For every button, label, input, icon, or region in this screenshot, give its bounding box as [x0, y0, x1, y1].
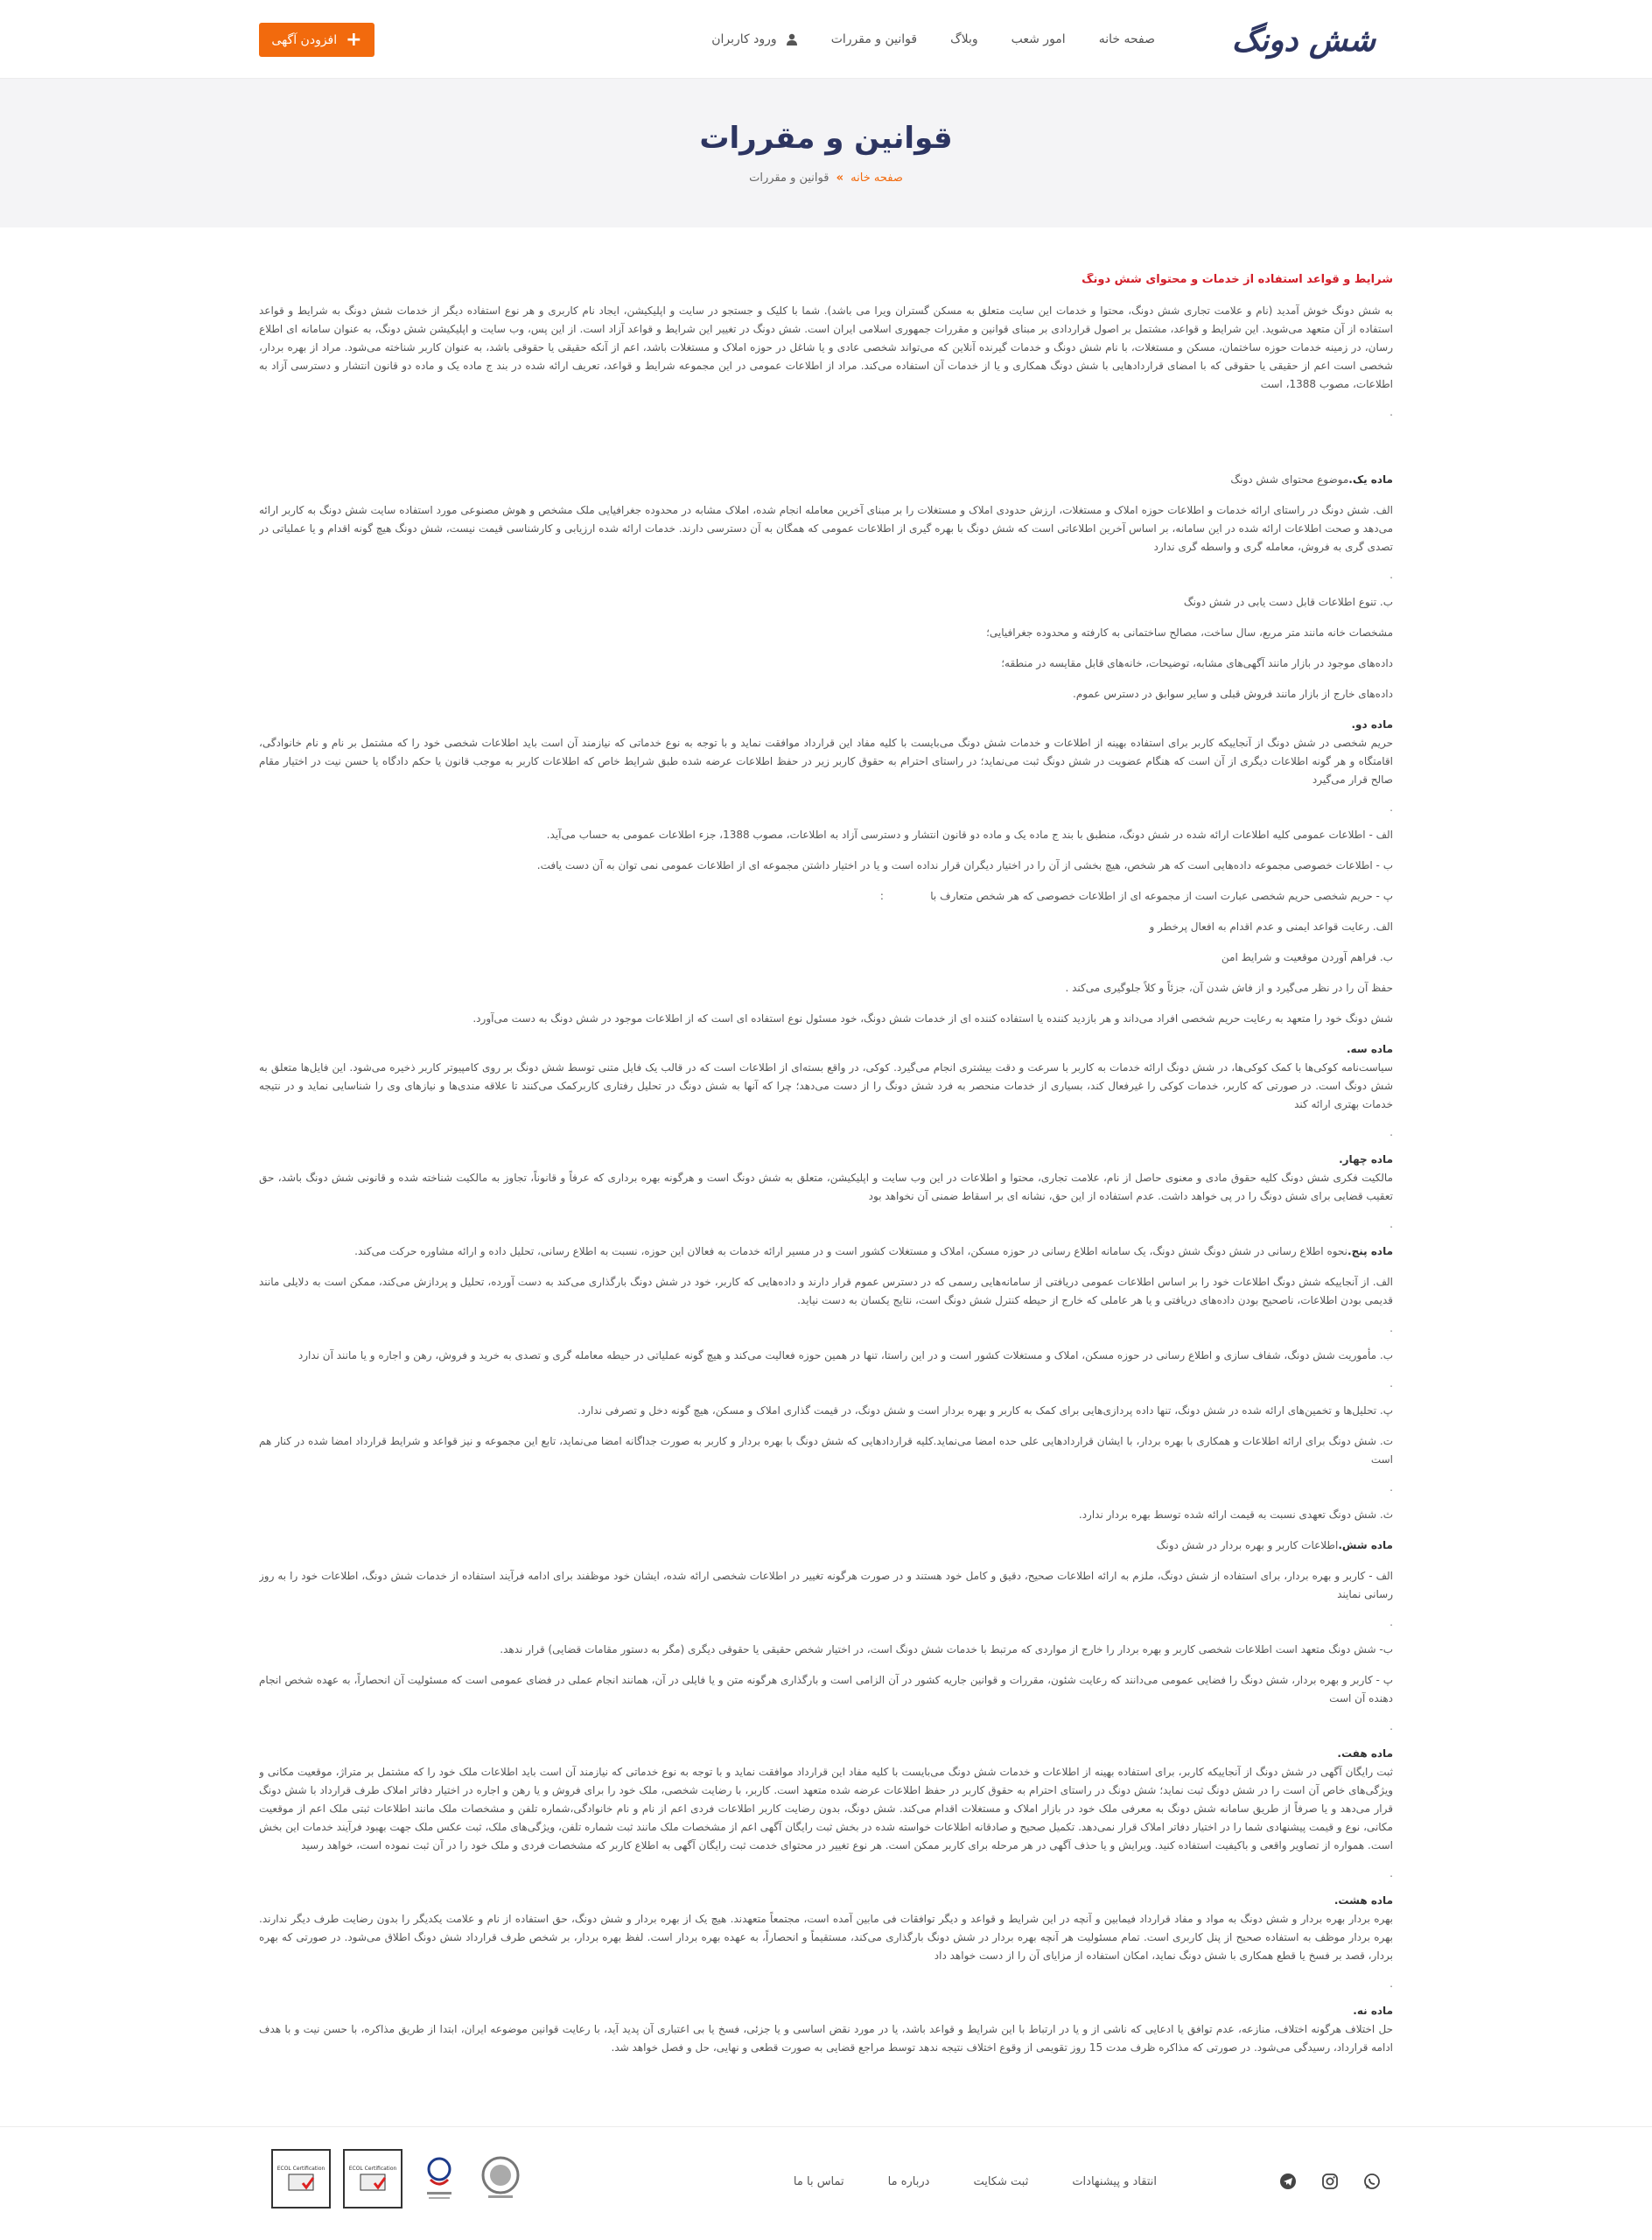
breadcrumb-current: قوانین و مقررات — [749, 172, 830, 185]
separator-dot: . — [1390, 1867, 1393, 1880]
add-ad-label: افزودن آگهی — [271, 32, 338, 47]
article-4 — [259, 1151, 1393, 1206]
separator-dot: . — [1390, 1126, 1393, 1138]
whatsapp-icon[interactable] — [1363, 2173, 1381, 2190]
nav-item-login[interactable] — [711, 32, 797, 46]
article-3 — [259, 1040, 1393, 1114]
plus-icon: + — [346, 28, 362, 51]
footer-link-complaint[interactable]: ثبت شکایت — [973, 2175, 1029, 2188]
footer-link-feedback[interactable]: انتقاد و پیشنهادات — [1072, 2175, 1157, 2188]
check-mark-icon — [287, 2173, 315, 2192]
article-subtitle: اطلاعات کاربر و بهره بردار در شش دونگ — [1156, 1539, 1339, 1551]
samandehi-badge[interactable] — [476, 2151, 525, 2207]
article-9 — [259, 2002, 1393, 2057]
footer-link-about[interactable]: درباره ما — [887, 2175, 930, 2188]
separator-dot: . — [1390, 802, 1393, 814]
article-5-b: ب. مأموریت شش دونگ، شفاف سازی و اطلاع رسانی در حوزه مسکن، املاک و مستغلات کشور است و در این راستا، تنها در همین حوزه فعالیت می‌کند و هیچ گونه عملیاتی در حیطه معامله گری و تصدی به خرید و فروش، رهن و اجاره و یا مانند آن ندارد — [298, 1349, 1393, 1362]
article-title: ماده هشت. — [1334, 1894, 1393, 1907]
article-body: مالکیت فکری شش دونگ کلیه حقوق مادی و معنوی حاصل از نام، علامت تجاری، محتوا و اطلاعات در این وب سایت و اپلیکیشن، متعلق به شش دونگ است و هرگونه بهره برداری که عرفاً و قانوناً، تجاوز به مالکیت شناخته شده و قانونی شش دونگ باشد، حق تعقیب قضایی برای شش دونگ را در پی خواهد داشت. عدم استفاده از این حق، نشانه ای بر اسقاط ضمنی آن نخواهد بود — [259, 1172, 1393, 1202]
article-title: ماده شش. — [1338, 1539, 1393, 1551]
telegram-icon[interactable] — [1279, 2173, 1297, 2190]
article-body: حریم شخصی در شش دونگ از آنجاییکه کاربر برای استفاده بهینه از اطلاعات و خدمات شش دونگ می‌بایست با کلیه مفاد این قرارداد موافقت نماید و با توجه به نوع خدماتی که نیازمند آن است باید اطلاعات شخصی خود را که مشتمل بر نام و نام خانوادگی، اقامتگاه و هر گونه اطلاعات دیگری از آن است که هنگام عضویت در شش دونگ ثبت می‌نماید؛ در راستای احترام به حقوق کاربر زیر در حفظ اطلاعات عرضه شده طبق شرایط خاص که اطلاعات کاربر به موجب قانون یا حکم دادگاه یا حسن نیت در اختیار مقام صالح قرار می‌گیرد — [259, 737, 1393, 786]
separator-dot: . — [1390, 1616, 1393, 1628]
article-2 — [259, 716, 1393, 789]
article-7 — [259, 1745, 1393, 1855]
ecol-badge-b[interactable] — [271, 2149, 331, 2208]
article-5-p: پ. تحلیل‌ها و تخمین‌های ارائه شده در شش دونگ، تنها داده پردازی‌هایی برای کمک به کاربر و بهره بردار است و شش دونگ، در قیمت گذاری املاک و مسکن، هیچ گونه دخل و تصرفی ندارد. — [577, 1404, 1393, 1417]
article-title: ماده چهار. — [1339, 1153, 1393, 1166]
enamad-seal-icon — [422, 2153, 457, 2204]
article-1-b-item: مشخصات خانه مانند متر مربع، سال ساخت، مصالح ساختمانی به کارفته و محدوده جغرافیایی؛ — [986, 626, 1393, 639]
article-body: ثبت رایگان آگهی در شش دونگ از آنجاییکه کاربر، برای استفاده بهینه از اطلاعات و خدمات شش دونگ می‌بایست با کلیه مفاد این قرارداد موافقت نماید و با توجه به نوع خدماتی که نیازمند آن است باید اطلاعات ملک خود را که مشتمل بر متراژ، موقعیت مکانی و ویژگی‌های خاص آن است را در شش دونگ ثبت نماید؛ شش دونگ در راستای احترام به حقوق کاربر در حفظ اطلاعات عرضه شده متعهد است. کاربر، با رضایت شخصی، ملک خود را برای فروش و یا رهن و اجاره در اختیار دفاتر املاک طرف قرارداد با شش دونگ قرار می‌دهد و یا صرفاً از طریق سامانه شش دونگ به معرفی ملک خود در بازار املاک و مستغلات اقدام می‌کند. شش دونگ، بدون رضایت کاربر اطلاعات فردی اعم از نام و نام خانوادگی،شماره تلفن و مشخصات ملک مانند اطلاعات ثبتی ملک اعم از موقعیت مکانی، نوع و قیمت پیشنهادی شما را در اختیار دفاتر املاک قرار نمی‌دهد. تکمیل صحیح و صادقانه اطلاعات خواسته شده در بخش ثبت رایگان آگهی اعم از مشخصات ملک مانند ثبت شماره تلفن، ویژگی‌های ملک، ثبت عکس ملک جهت بهبود فرآیند خدمات این بخش است. همواره از تصاویر واقعی و باکیفیت استفاده کنید. ویرایش و یا حذف آگهی در هر مرحله برای کاربر ممکن است. هر نوع تغییر در محتوای خدمت ثبت رایگان آگهی به اطلاع کاربر که مشخصات فردی و ملک خود را در آن ثبت نموده است، خواهد رسید — [259, 1766, 1393, 1852]
article-1-heading — [259, 471, 1393, 489]
article-5-th: ث. شش دونگ تعهدی نسبت به قیمت ارائه شده توسط بهره بردار ندارد. — [1078, 1508, 1393, 1521]
user-icon — [786, 33, 798, 46]
separator-dot: . — [1390, 1978, 1393, 1990]
article-title: ماده نه. — [1353, 2005, 1393, 2017]
article-2-p — [259, 887, 1393, 906]
separator-dot: . — [1390, 1720, 1393, 1732]
enamad-badge[interactable] — [415, 2151, 464, 2207]
article-6-b: ب- شش دونگ متعهد است اطلاعات شخصی کاربر و بهره بردار را خارج از مواردی که مرتبط با خدمات شش دونگ است، در اختیار شخص حقیقی یا حقوقی دیگری (مگر به دستور مقامات قضایی) قرار ندهد. — [500, 1643, 1393, 1656]
nav-login-label: ورود کاربران — [711, 32, 777, 46]
separator-dot: . — [1390, 1377, 1393, 1390]
instagram-icon[interactable] — [1321, 2173, 1339, 2190]
page-hero — [0, 79, 1652, 228]
article-title: ماده دو. — [1351, 718, 1393, 731]
article-2-b: ب - اطلاعات خصوصی مجموعه داده‌هایی است که هر شخص، هیچ بخشی از آن را در اختیار دیگران قرار نداده است و یا در اختیار داشتن مجموعه ای از اطلاعات عمومی نمی توان به آن دست یافت. — [536, 859, 1393, 872]
ecol-badge-a-text: ECOL Certification — [348, 2166, 397, 2172]
site-footer — [0, 2126, 1652, 2240]
article-6-heading — [259, 1536, 1393, 1555]
separator-dot: . — [1390, 1218, 1393, 1230]
article-2-p-colon: : — [879, 890, 884, 902]
breadcrumb-separator: » — [836, 172, 844, 185]
article-2-end: شش دونگ خود را متعهد به رعایت حریم شخصی افراد می‌داند و هر بازدید کننده یا استفاده کننده ای از خدمات شش دونگ، خود مسئول نوع استفاده ای است که از اطلاعات موجود در شش دونگ به دست می‌آورد. — [472, 1012, 1393, 1025]
site-header — [0, 0, 1652, 79]
nav-item-branches[interactable]: امور شعب — [1011, 32, 1066, 46]
add-ad-button[interactable] — [259, 23, 374, 57]
trust-badges — [271, 2149, 525, 2208]
article-5 — [259, 1242, 1393, 1261]
nav-item-home[interactable]: صفحه خانه — [1098, 32, 1155, 46]
separator-dot: . — [1390, 569, 1393, 581]
check-mark-icon — [359, 2173, 387, 2192]
article-body: بهره بردار بهره بردار و شش دونگ به مواد و مفاد قرارداد فیمابین و آنچه در این شرایط و قواعد و دیگر توافقات فی مابین آمده است، مجتمعاً متعهدند. هیچ یک از بهره بردار و شش دونگ، حق استفاده از نام و علامت یکدیگر را بدون رضایت طرف دیگر ندارند. بهره بردار موظف به استفاده صحیح از پنل کاربری است. تمام مسئولیت هر آنچه بهره بردار در شش دونگ بارگذاری می‌کند، مستقیماً و انحصاراً، به عهده بهره بردار است. لفظ بهره بردار، بر شخص طرف قرارداد شش دونگ اطلاق می‌شود. در صورتی که بهره بردار، قصد بر فسخ یا قطع همکاری با شش دونگ نماید، امکان استفاده از مزایای آن را از دست خواهد داد — [259, 1913, 1393, 1962]
footer-link-contact[interactable]: تماس با ما — [793, 2175, 844, 2188]
article-body: نحوه اطلاع رسانی در شش دونگ شش دونگ، یک سامانه اطلاع رسانی در حوزه مسکن، املاک و مستغلات کشور است و در مسیر ارائه خدمات به فعالان این حوزه، نسبت به اطلاع رسانی، تحلیل داده و ارائه مشاوره حرکت می‌کند. — [354, 1245, 1348, 1257]
article-2-p-text: پ - حریم شخصی حریم شخصی عبارت است از مجموعه ای از اطلاعات خصوصی که هر شخص متعارف با — [930, 890, 1393, 902]
article-title: ماده پنج. — [1348, 1245, 1393, 1257]
nav-item-blog[interactable]: وبلاگ — [950, 32, 978, 46]
breadcrumb-home[interactable]: صفحه خانه — [850, 172, 903, 185]
article-title: ماده یک. — [1348, 473, 1393, 486]
article-body: سیاست‌نامه کوکی‌ها با کمک کوکی‌ها، در شش دونگ ارائه خدمات به کاربر با سرعت و دقت بیشتری انجام می‌گیرد. کوکی، در واقع بسته‌ای از اطلاعات است که در قالب یک فایل متنی توسط شش دونگ بر روی کامپیوتر کاربر ذخیره می‌شود. این فایل‌ها متعلق به شش دونگ است. در صورتی که کاربر، خدمات کوکی را غیرفعال کند، بسیاری از خدمات منحصر به فرد شش دونگ را از دست می‌دهد؛ چرا که آنها به شش دونگ در تحلیل رفتاری کاربرکمک می‌کنند تا علاقه مندی‌ها و نیازهای وی را شناسایی نماید و در نتیجه خدمات بهتری ارائه کند — [259, 1061, 1393, 1110]
nav-item-rules[interactable]: قوانین و مقررات — [830, 32, 918, 46]
article-1-b-item: داده‌های خارج از بازار مانند فروش قبلی و سایر سوابق در دسترس عموم. — [1073, 688, 1393, 700]
breadcrumb — [0, 172, 1652, 185]
intro-paragraph: به شش دونگ خوش آمدید (نام و علامت تجاری شش دونگ، محتوا و خدمات این سایت متعلق به مسکن گستران ویرا می باشد). شما با کلیک و جستجو در سایت و اپلیکیشن، ایجاد نام کاربری و هر نوع استفاده دیگر از خدمات شش دونگ به شرایط و قواعد استفاده از آن متعهد می‌شوید. این شرایط و قواعد، مشتمل بر اصول قراردادی بر مبنای قوانین و مقررات جمهوری اسلامی ایران است. شش دونگ در تغییر این شرایط و قواعد آزاد است. از این پس، وب سایت و اپلیکیشن شش دونگ، به عنوان سامانه ای اطلاع رسان، در زمینه خدمات حوزه ساختمان، مسکن و مستغلات، با نام شش دونگ و خدمات گیرنده آنلاین که می‌تواند شخصی عادی و یا شاغل در حوزه املاک و مستغلات باشد، اعم از آنکه حقیقی یا حقوقی باشد، به عنوان کاربر شناخته می‌شود. مراد از بهره بردار، شخصی است اعم از حقیقی یا حقوقی که با امضای قراردادهایی با شش دونگ همکاری و یا از خدمات آن استفاده می‌کند. مراد از اطلاعات عمومی در این مجموعه شرایط و قواعد، تعریف ارائه شده در بند ج ماده یک و ماده دو قانون انتشار و دسترسی آزاد به اطلاعات، مصوب 1388، است — [259, 304, 1393, 390]
article-5-t: ت. شش دونگ برای ارائه اطلاعات و همکاری با بهره بردار، با ایشان قراردادهایی علی حده امضا می‌نماید.کلیه قراردادهایی که شش دونگ با بهره بردار و کاربر به صورت جداگانه امضا می‌نماید، تابع این مجموعه و نیز قواعد و شرایط قرارداد امضا شده در کنار هم است — [259, 1435, 1393, 1466]
article-2-a: الف - اطلاعات عمومی کلیه اطلاعات ارائه شده در شش دونگ، منطبق با بند ج ماده یک و ماده دو قانون انتشار و دسترسی آزاد به اطلاعات، مصوب 1388، جزء اطلاعات عمومی به حساب می‌آید. — [546, 829, 1393, 841]
article-body: حل اختلاف هرگونه اختلاف، منازعه، عدم توافق یا ادعایی که ناشی از و یا در ارتباط با این شرایط و قواعد باشد، یا در مورد نقض اساسی و یا جزئی، فسخ یا بی اعتباری آن پدید آید، با رعایت قوانین موضوعه ایران، ابتدا از طریق مذاکره، با حسن نیت و با هدف ادامه قرارداد، رسیدگی می‌شود. در صورتی که مذاکره ظرف مدت 15 روز تقویمی از وقوع اختلاف نتیجه ندهد توسط مراجع قضایی به صورت قطعی و نهایی، حل و فصل خواهد شد. — [259, 2023, 1393, 2054]
terms-heading: شرایط و قواعد استفاده از خدمات و محتوای شش دونگ — [1082, 273, 1393, 286]
article-1-a: الف. شش دونگ در راستای ارائه خدمات و اطلاعات حوزه املاک و مستغلات، ارزش حدودی املاک و مستغلات را بر مبنای آخرین معامله انجام شده، املاک مشابه در محدوده جغرافیایی ملک مشخص و هوش مصنوعی مورد استفاده سایت شش دونگ به کاربر ارائه می‌دهد و صحت اطلاعات ارائه شده در این سامانه، بر اساس آخرین اطلاعاتی است که شش دونگ با بهره گیری از اطلاعات عمومی که همگان به آن دسترسی دارند. خدمات ارائه شده ارزیابی و کارشناسی قیمت نیست، شش دونگ هیچ گونه اقدام و یا عملیاتی در تصدی گری به فروش، معامله گری و واسطه گری ندارد — [259, 504, 1393, 553]
site-logo[interactable] — [1231, 9, 1381, 72]
article-2-p-item: حفظ آن را در نظر می‌گیرد و از فاش شدن آن، جزئاً و کلاً جلوگیری می‌کند . — [1065, 982, 1393, 994]
article-6-p: پ - کاربر و بهره بردار، شش دونگ را فضایی عمومی می‌دانند که رعایت شئون، مقررات و قوانین جاریه کشور در آن الزامی است و بارگذاری هرگونه متن و یا فایلی در آن، همانند انجام عملی در فضای عمومی است که مسئولیت آن انحصاراً، به عهده شخص انجام دهنده آن است — [259, 1674, 1393, 1704]
samandehi-seal-icon — [480, 2154, 522, 2203]
separator-dot: . — [1390, 1481, 1393, 1494]
ecol-badge-a[interactable] — [343, 2149, 402, 2208]
article-title: ماده هفت. — [1337, 1747, 1393, 1760]
article-2-p-item: ب. فراهم آوردن موقعیت و شرایط امن — [1221, 951, 1393, 963]
footer-links — [794, 2175, 1157, 2188]
ecol-badge-b-text: ECOL Certification — [276, 2166, 326, 2172]
article-5-a: الف. از آنجاییکه شش دونگ اطلاعات خود را بر اساس اطلاعات عمومی دریافتی از سامانه‌هایی رسمی که در دسترس عموم قرار دارند و داده‌هایی که کاربر، خود در شش دونگ بارگذاری می‌کند به دست آورده، تحلیل و پردازش می‌کند، ممکن است به دلایلی مانند قدیمی بودن اطلاعات، ناصحیح بودن داده‌های دریافتی و یا هر عاملی که خارج از حیطه کنترل شش دونگ است، نتایج یکسان به دست نیاید. — [259, 1276, 1393, 1306]
main-nav — [711, 0, 1155, 79]
article-subtitle: موضوع محتوای شش دونگ — [1230, 473, 1349, 486]
article-1-b: ب. تنوع اطلاعات قابل دست یابی در شش دونگ — [1183, 596, 1393, 608]
article-8 — [259, 1892, 1393, 1965]
separator-dot: . — [1390, 406, 1393, 418]
page-title: قوانین و مقررات — [699, 121, 953, 156]
article-2-p-item: الف. رعایت قواعد ایمنی و عدم اقدام به افعال پرخطر و — [1149, 920, 1393, 933]
logo-text: شش دونگ — [1231, 22, 1376, 59]
separator-dot: . — [1390, 1322, 1393, 1334]
article-6-a: الف - کاربر و بهره بردار، برای استفاده از شش دونگ، ملزم به ارائه اطلاعات صحیح، دقیق و کامل خود هستند و در صورت هرگونه تغییر در اطلاعات شخصی ارائه شده، ایشان خود موظفند برای ادامه فرآیند استفاده از خدمات شش دونگ، اطلاعات خود را به روز رسانی نمایند — [259, 1570, 1393, 1600]
article-title: ماده سه. — [1347, 1043, 1393, 1055]
social-links — [1279, 2173, 1381, 2190]
article-1-b-item: داده‌های موجود در بازار مانند آگهی‌های مشابه، توضیحات، خانه‌های قابل مقایسه در منطقه؛ — [1001, 657, 1393, 669]
terms-content — [259, 273, 1393, 2058]
